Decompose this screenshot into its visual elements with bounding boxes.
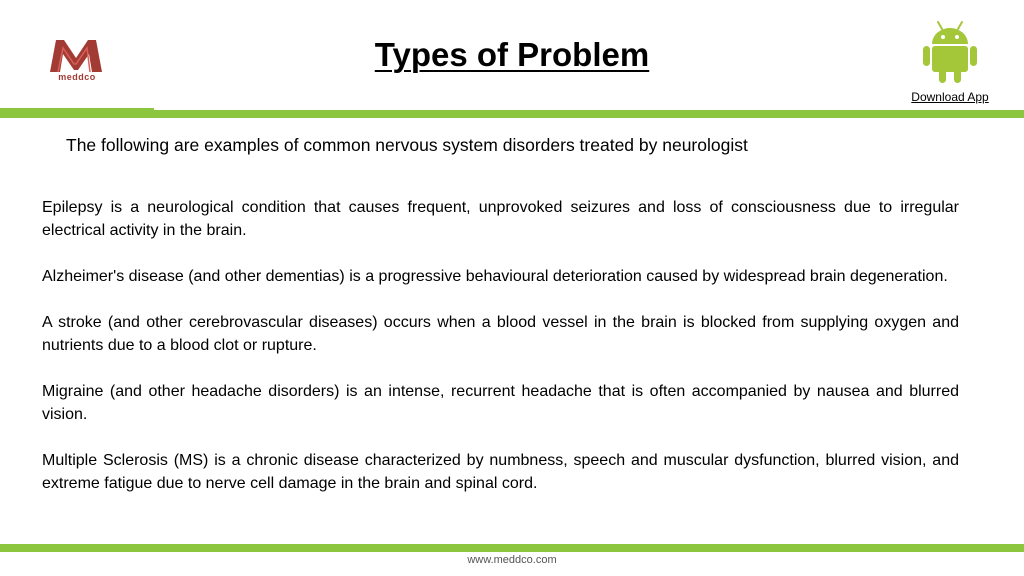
- disorder-list: [42, 196, 959, 518]
- paragraph-alzheimers: Alzheimer's disease (and other dementias) is a progressive behavioural deterioration caused by widespread brain degeneration.: [42, 268, 948, 285]
- intro-text: The following are examples of common nervous system disorders treated by neurologist: [66, 135, 748, 155]
- paragraph-epilepsy: Epilepsy is a neurological condition that causes frequent, unprovoked seizures and loss of consciousness due to irregular electrical activity in the brain.: [42, 199, 959, 239]
- page-title: [0, 36, 1024, 74]
- android-icon[interactable]: [920, 18, 980, 84]
- footer-divider: [0, 544, 1024, 552]
- logo-text: meddco: [58, 72, 96, 82]
- paragraph-multiple-sclerosis: Multiple Sclerosis (MS) is a chronic disease characterized by numbness, speech and muscular dysfunction, blurred vision, and extreme fatigue due to nerve cell damage in the brain and spinal cord.: [42, 452, 959, 492]
- paragraph-stroke: A stroke (and other cerebrovascular diseases) occurs when a blood vessel in the brain is blocked from supplying oxygen and nutrients due to a blood clot or rupture.: [42, 314, 959, 354]
- paragraph-migraine: Migraine (and other headache disorders) is an intense, recurrent headache that is often accompanied by nausea and blurred vision.: [42, 383, 959, 423]
- footer-url[interactable]: www.meddco.com: [467, 554, 557, 566]
- download-app-link[interactable]: Download App: [911, 90, 989, 104]
- header-divider-left: [0, 110, 154, 118]
- page-title-text: Types of Problem: [374, 36, 650, 73]
- header-divider: [154, 110, 1024, 118]
